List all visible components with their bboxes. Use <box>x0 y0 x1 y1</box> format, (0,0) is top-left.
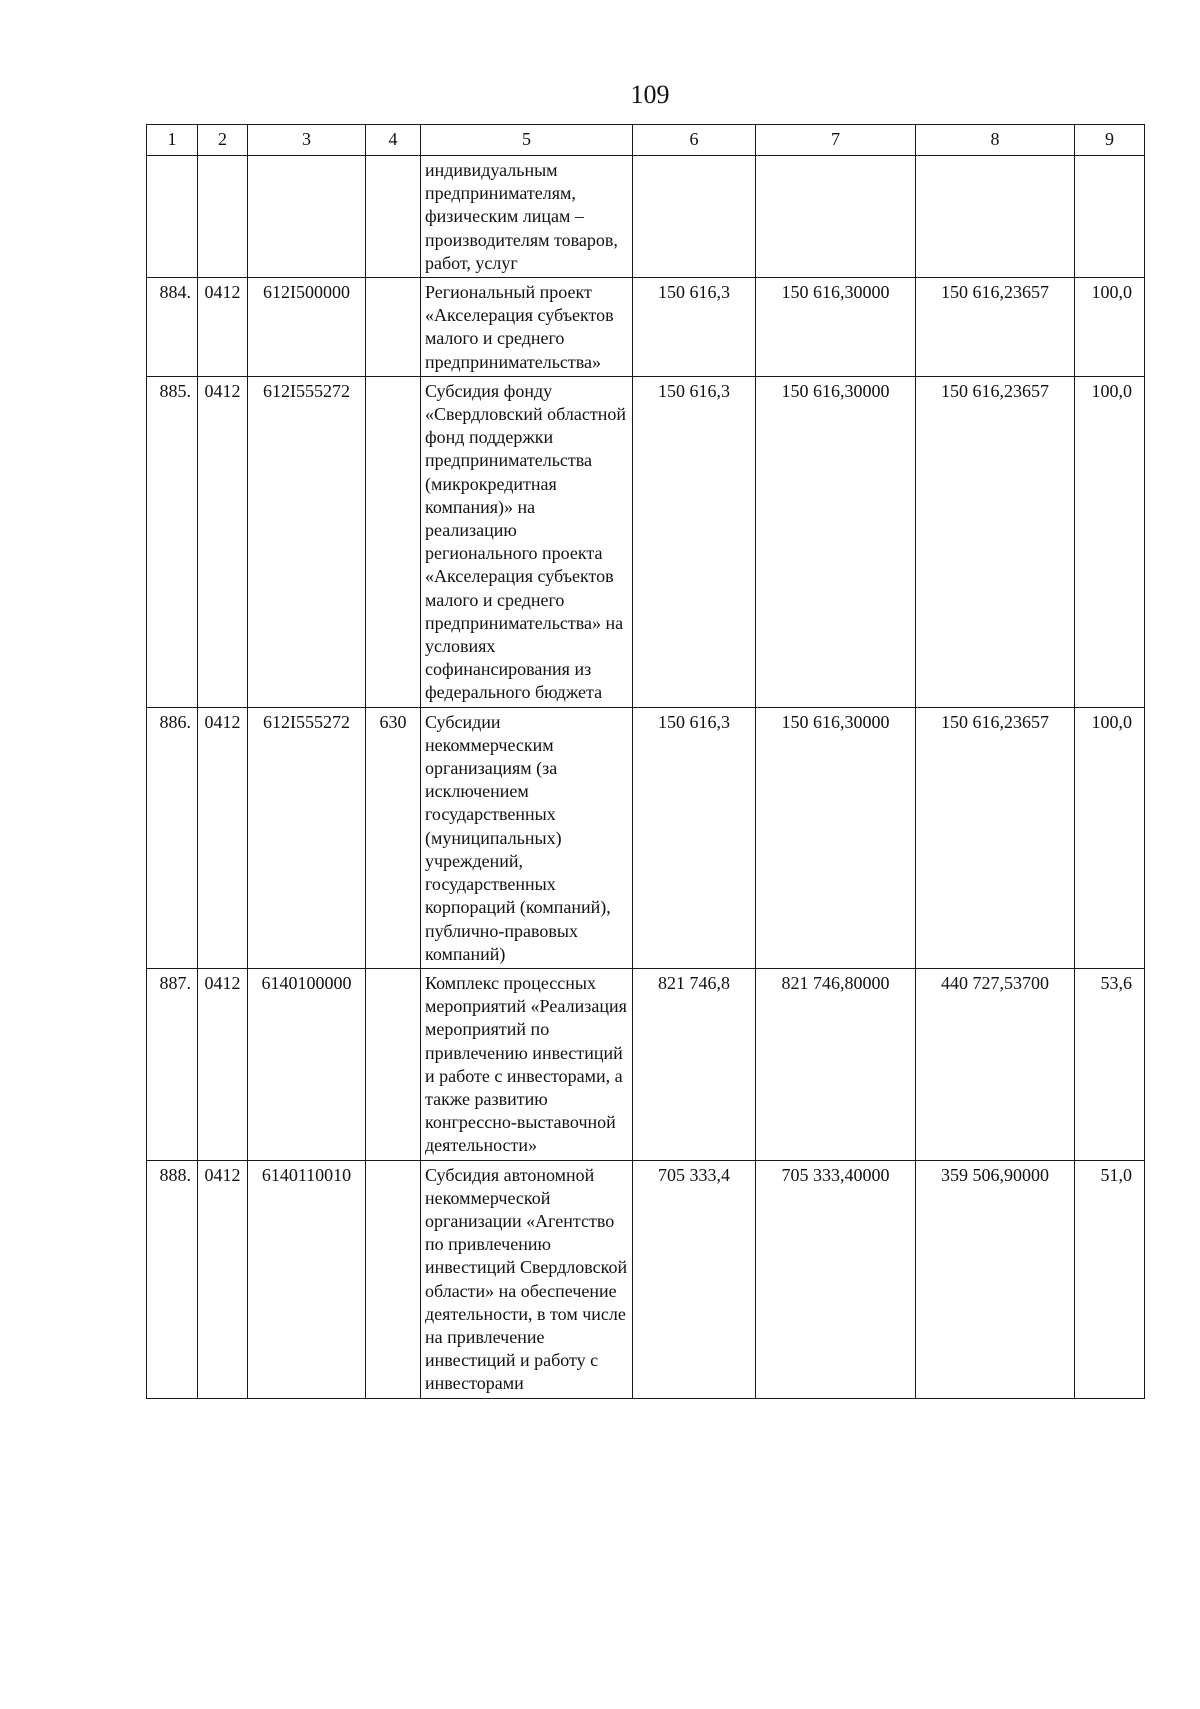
amount-col7: 150 616,30000 <box>756 376 916 707</box>
table-row <box>147 968 1145 1160</box>
amount-col8: 150 616,23657 <box>916 707 1075 968</box>
expense-type-code <box>366 156 421 278</box>
target-code <box>248 156 366 278</box>
table-row <box>147 156 1145 278</box>
header-cell: 3 <box>248 125 366 156</box>
percent-col9: 100,0 <box>1075 278 1145 377</box>
row-number <box>147 156 198 278</box>
table-row <box>147 707 1145 968</box>
amount-col6: 150 616,3 <box>633 376 756 707</box>
percent-col9: 100,0 <box>1075 707 1145 968</box>
item-name: Субсидия автономной некоммерческой организации «Агентство по привлечению инвестиций Свердловской области» на обеспечение деятельности, в том числе на привлечение инвестиций и работу с инвесторами <box>421 1160 633 1398</box>
amount-col8: 150 616,23657 <box>916 376 1075 707</box>
expense-type-code <box>366 968 421 1160</box>
section-code: 0412 <box>198 1160 248 1398</box>
item-name: Комплекс процессных мероприятий «Реализация мероприятий по привлечению инвестиций и работе с инвесторами, а также развитию конгрессно-выставочной деятельности» <box>421 968 633 1160</box>
header-cell: 1 <box>147 125 198 156</box>
section-code <box>198 156 248 278</box>
page-number: 109 <box>630 80 670 109</box>
row-number: 884. <box>147 278 198 377</box>
amount-col6: 705 333,4 <box>633 1160 756 1398</box>
table-row <box>147 1160 1145 1398</box>
budget-table <box>146 124 1145 1399</box>
header-cell: 8 <box>916 125 1075 156</box>
section-code: 0412 <box>198 707 248 968</box>
amount-col7 <box>756 156 916 278</box>
expense-type-code <box>366 278 421 377</box>
amount-col6 <box>633 156 756 278</box>
target-code: 612I500000 <box>248 278 366 377</box>
item-name: индивидуальным предпринимателям, физическим лицам – производителям товаров, работ, услуг <box>421 156 633 278</box>
amount-col7: 150 616,30000 <box>756 707 916 968</box>
row-number: 885. <box>147 376 198 707</box>
table-row <box>147 376 1145 707</box>
row-number: 886. <box>147 707 198 968</box>
amount-col8: 150 616,23657 <box>916 278 1075 377</box>
section-code: 0412 <box>198 278 248 377</box>
table-header-row <box>147 125 1145 156</box>
expense-type-code: 630 <box>366 707 421 968</box>
amount-col7: 705 333,40000 <box>756 1160 916 1398</box>
target-code: 612I555272 <box>248 376 366 707</box>
amount-col8: 440 727,53700 <box>916 968 1075 1160</box>
section-code: 0412 <box>198 376 248 707</box>
amount-col6: 150 616,3 <box>633 707 756 968</box>
item-name: Субсидия фонду «Свердловский областной фонд поддержки предпринимательства (микрокредитная компания)» на реализацию регионального проекта «Акселерация субъектов малого и среднего предпринимательства» на условиях софинансирования из федерального бюджета <box>421 376 633 707</box>
percent-col9: 53,6 <box>1075 968 1145 1160</box>
row-number: 888. <box>147 1160 198 1398</box>
percent-col9 <box>1075 156 1145 278</box>
amount-col7: 150 616,30000 <box>756 278 916 377</box>
header-cell: 5 <box>421 125 633 156</box>
table-row <box>147 278 1145 377</box>
amount-col8 <box>916 156 1075 278</box>
percent-col9: 100,0 <box>1075 376 1145 707</box>
expense-type-code <box>366 1160 421 1398</box>
row-number: 887. <box>147 968 198 1160</box>
header-cell: 6 <box>633 125 756 156</box>
header-cell: 4 <box>366 125 421 156</box>
target-code: 6140100000 <box>248 968 366 1160</box>
target-code: 612I555272 <box>248 707 366 968</box>
header-cell: 2 <box>198 125 248 156</box>
amount-col7: 821 746,80000 <box>756 968 916 1160</box>
percent-col9: 51,0 <box>1075 1160 1145 1398</box>
target-code: 6140110010 <box>248 1160 366 1398</box>
item-name: Субсидии некоммерческим организациям (за исключением государственных (муниципальных) учреждений, государственных корпораций (компаний), публично-правовых компаний) <box>421 707 633 968</box>
amount-col8: 359 506,90000 <box>916 1160 1075 1398</box>
item-name: Региональный проект «Акселерация субъектов малого и среднего предпринимательства» <box>421 278 633 377</box>
amount-col6: 821 746,8 <box>633 968 756 1160</box>
section-code: 0412 <box>198 968 248 1160</box>
amount-col6: 150 616,3 <box>633 278 756 377</box>
header-cell: 7 <box>756 125 916 156</box>
header-cell: 9 <box>1075 125 1145 156</box>
expense-type-code <box>366 376 421 707</box>
